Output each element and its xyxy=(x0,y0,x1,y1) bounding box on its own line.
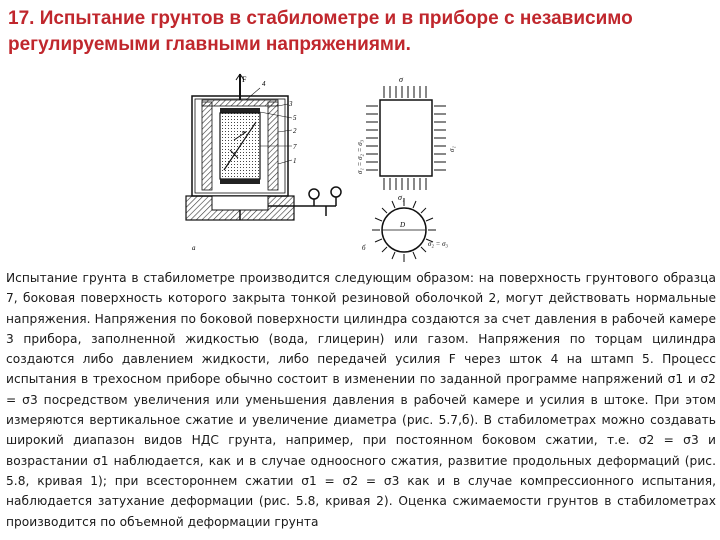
part-label-7: 7 xyxy=(293,143,297,151)
stress-element-drawing xyxy=(366,86,446,190)
slide-title: 17. Испытание грунтов в стабилометре и в приборе с независимо регулируемыми главными напряжениями. xyxy=(8,8,633,55)
part-label-2: 2 xyxy=(293,127,297,135)
panel-b-label: б xyxy=(362,244,366,252)
sigma-left-label: σ₁ = σ₂ = σ₃ xyxy=(356,139,364,174)
sigma-top-label: σ xyxy=(399,75,403,84)
sigma-right-label: σ₁ xyxy=(448,146,456,152)
stress-circle-drawing xyxy=(372,198,436,262)
stabilometer-figure xyxy=(176,70,466,264)
part-label-4: 4 xyxy=(262,80,266,88)
sigma-bottom-label: σ₁ xyxy=(398,193,405,202)
body-paragraph: Испытание грунта в стабилометре производится следующим образом: на поверхность грунтового образца 7, боковая поверхность которого закрыта тонкой резиновой оболочкой 2, могут действовать нормальные напряжения. Напряжения по боковой поверхности цилиндра создаются за счет давления в рабочей камере 3 прибора, заполненной жидкостью (вода, глицерин) или газом. Напряжения по торцам цилиндра создаются либо давлением жидкости, либо передачей усилия F через шток 4 на штамп 5. Процесс испытания в трехосном приборе обычно состоит в изменении по заданной программе напряжений σ1 и σ2 = σ3 посредством увеличения или уменьшения давления в рабочей камере и усилия в штоке. При этом измеряются вертикальное сжатие и увеличение диаметра (рис. 5.7,б). В стабилометрах можно создавать широкий диапазон видов НДС грунта, например, при постоянном боковом сжатии, т.е. σ2 = σ3 и возрастании σ1 наблюдается, как и в случае одноосного сжатия, развитие продольных деформаций (рис. 5.8, кривая 1); при всестороннем сжатии σ1 = σ2 = σ3 как и в случае компрессионного испытания, наблюдается затухание деформации (рис. 5.8, кривая 2). Оценка сжимаемости грунтов в стабилометрах производится по объемной деформации грунта xyxy=(6,271,716,529)
sigma-circle-label: σ₂ = σ₃ xyxy=(428,240,448,248)
force-label: F xyxy=(242,75,247,84)
part-label-1: 1 xyxy=(293,157,297,165)
d-label: D xyxy=(400,221,406,229)
panel-a-label: а xyxy=(192,244,196,252)
part-label-5: 5 xyxy=(293,114,297,122)
stabilometer-device-drawing xyxy=(186,74,341,220)
part-label-3: 3 xyxy=(289,100,293,108)
